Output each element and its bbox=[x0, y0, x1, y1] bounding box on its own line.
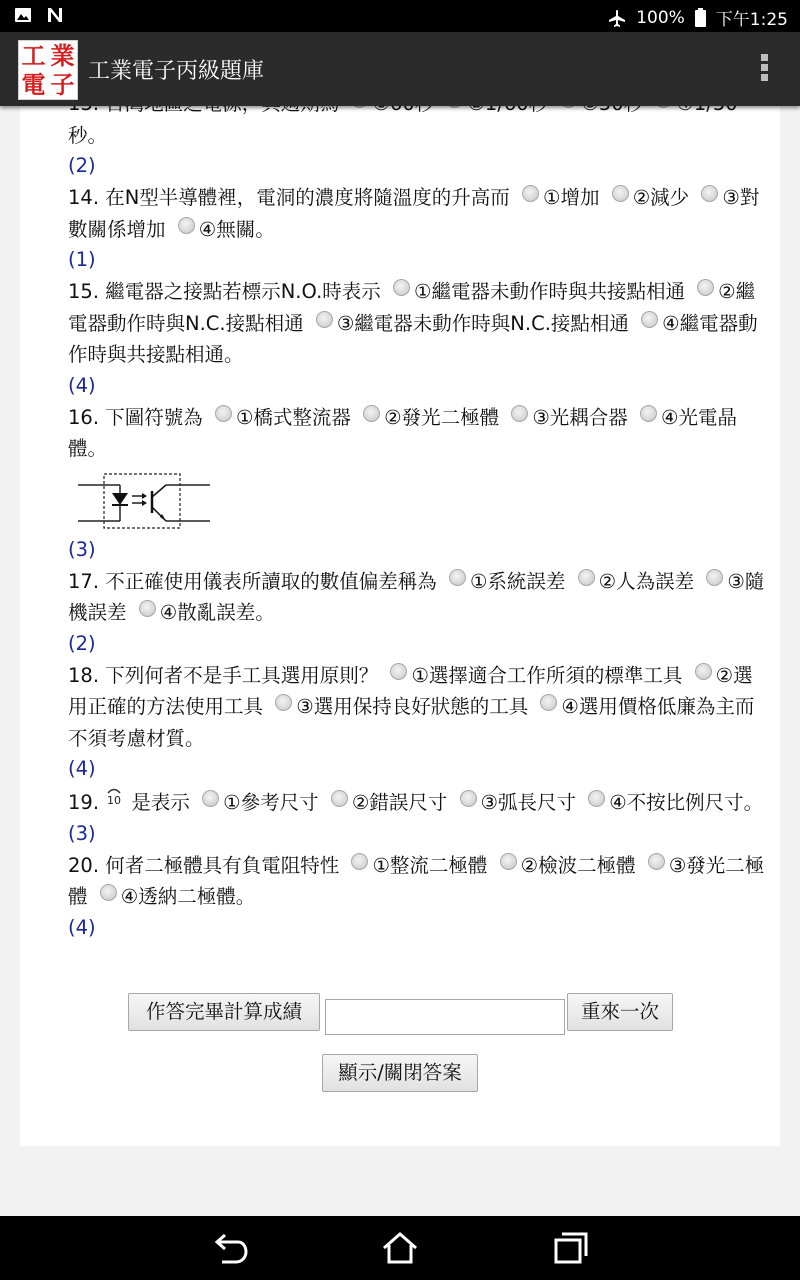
answer-17: (2) bbox=[68, 631, 96, 655]
toggle-answer-button[interactable]: 顯示/關閉答案 bbox=[322, 1054, 478, 1092]
submit-score-button[interactable]: 作答完畢計算成績 bbox=[128, 993, 320, 1031]
quiz-page bbox=[20, 106, 780, 1146]
option-radio[interactable] bbox=[612, 185, 629, 202]
option-radio[interactable] bbox=[640, 405, 657, 422]
answer-16: (3) bbox=[68, 537, 96, 561]
option-radio[interactable] bbox=[697, 279, 714, 296]
option-radio[interactable] bbox=[100, 884, 117, 901]
question-14: 14. 在N型半導體裡，電洞的濃度將隨溫度的升高而 ①增加 ②減少 ③對數關係增加 ④無關。 bbox=[68, 186, 760, 241]
question-13: 秒。 bbox=[68, 88, 768, 151]
n-notification-icon bbox=[46, 6, 64, 24]
option-radio[interactable] bbox=[178, 217, 195, 234]
option-radio[interactable] bbox=[390, 663, 407, 680]
home-icon[interactable] bbox=[380, 1230, 420, 1266]
overflow-menu-icon[interactable] bbox=[760, 54, 770, 84]
app-bar bbox=[0, 32, 800, 106]
option-radio[interactable] bbox=[540, 694, 557, 711]
question-20: 20. 何者二極體具有負電阻特性 ①整流二極體 ②檢波二極體 ③發光二極體 ④透納二極體。 bbox=[68, 853, 765, 908]
option-radio[interactable] bbox=[351, 853, 368, 870]
option-radio[interactable] bbox=[460, 790, 477, 807]
question-19: 19. 10 是表示 ①參考尺寸 ②錯誤尺寸 ③弧長尺寸 ④不按比例尺寸。 bbox=[68, 785, 768, 819]
app-logo: 工 業 電 子 bbox=[18, 40, 78, 100]
svg-text:10: 10 bbox=[107, 794, 122, 807]
image-notification-icon bbox=[14, 6, 32, 24]
question-15: 15. 繼電器之接點若標示N.O.時表示 ①繼電器未動作時與共接點相通 ②繼電器動作時與N.C.接點相通 ③繼電器未動作時與N.C.接點相通 ④繼電器動作時與共接點相通。 bbox=[68, 280, 758, 366]
optocoupler-symbol-figure bbox=[78, 471, 210, 531]
option-radio[interactable] bbox=[648, 853, 665, 870]
battery-icon bbox=[695, 8, 706, 27]
option-radio[interactable] bbox=[275, 694, 292, 711]
battery-percent: 100% bbox=[636, 7, 685, 28]
option-radio[interactable] bbox=[393, 279, 410, 296]
option-radio[interactable] bbox=[500, 853, 517, 870]
option-radio[interactable] bbox=[363, 405, 380, 422]
option-radio[interactable] bbox=[202, 790, 219, 807]
app-title: 工業電子丙級題庫 bbox=[88, 59, 265, 84]
clock: 下午1:25 bbox=[715, 10, 788, 30]
option-radio[interactable] bbox=[706, 569, 723, 586]
option-radio[interactable] bbox=[701, 185, 718, 202]
reference-dimension-symbol-icon bbox=[105, 785, 123, 807]
question-16: 16. 下圖符號為 ①橋式整流器 ②發光二極體 ③光耦合器 ④光電晶體。 bbox=[68, 405, 737, 460]
answer-15: (4) bbox=[68, 373, 96, 397]
option-radio[interactable] bbox=[511, 405, 528, 422]
option-radio[interactable] bbox=[316, 311, 333, 328]
answer-14: (1) bbox=[68, 248, 96, 271]
question-list bbox=[68, 88, 768, 944]
navigation-bar bbox=[0, 1216, 800, 1280]
answer-19: (3) bbox=[68, 821, 96, 845]
question-18: 18. 下列何者不是手工具選用原則？ ①選擇適合工作所須的標準工具 ②選用正確的方法使用工具 ③選用保持良好狀態的工具 ④選用價格低廉為主而不須考慮材質。 bbox=[68, 663, 755, 750]
option-radio[interactable] bbox=[588, 790, 605, 807]
option-radio[interactable] bbox=[578, 569, 595, 586]
airplane-mode-icon bbox=[608, 9, 626, 27]
option-radio[interactable] bbox=[522, 185, 539, 202]
answer-13: (2) bbox=[68, 154, 96, 177]
option-radio[interactable] bbox=[695, 663, 712, 680]
retry-button[interactable]: 重來一次 bbox=[567, 993, 673, 1031]
option-radio[interactable] bbox=[215, 405, 232, 422]
question-17: 17. 不正確使用儀表所讀取的數值偏差稱為 ①系統誤差 ②人為誤差 ③隨機誤差 ④散亂誤差。 bbox=[68, 569, 765, 624]
option-radio[interactable] bbox=[641, 311, 658, 328]
answer-18: (4) bbox=[68, 757, 96, 780]
back-icon[interactable] bbox=[212, 1230, 250, 1266]
option-radio[interactable] bbox=[449, 569, 466, 586]
option-radio[interactable] bbox=[139, 600, 156, 617]
answer-20: (4) bbox=[68, 915, 96, 939]
status-bar bbox=[0, 0, 800, 32]
option-radio[interactable] bbox=[331, 790, 348, 807]
score-field[interactable] bbox=[325, 999, 565, 1035]
scroll-content[interactable] bbox=[0, 106, 800, 1216]
recent-apps-icon[interactable] bbox=[552, 1230, 590, 1266]
